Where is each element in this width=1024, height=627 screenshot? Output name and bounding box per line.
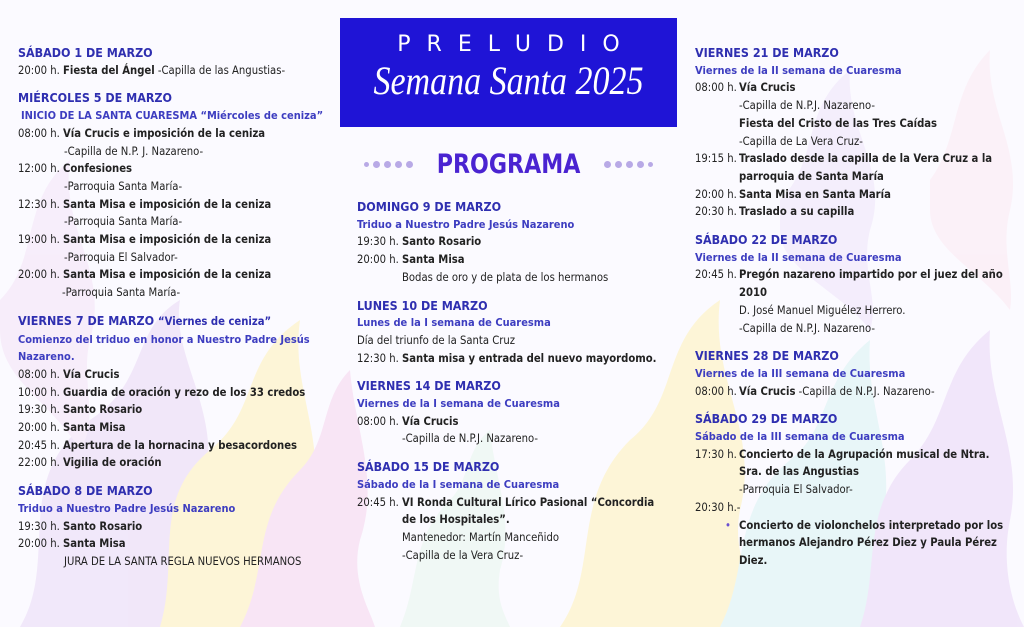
day-heading: VIERNES 28 DE MARZO xyxy=(695,348,839,364)
event-row xyxy=(357,350,662,368)
column-right xyxy=(695,44,1015,580)
event-row xyxy=(18,419,333,437)
event-name: Traslado a su capilla xyxy=(739,205,855,219)
day-section xyxy=(357,458,662,564)
day-subheading xyxy=(18,107,333,125)
event-place: -Capilla de la Vera Cruz- xyxy=(402,548,524,562)
event-row xyxy=(695,150,1015,185)
event-row xyxy=(695,446,1015,481)
day-subheading: Comienzo del triduo en honor a Nuestro Padre Jesús Nazareno. xyxy=(18,332,310,364)
day-heading: SÁBADO 15 DE MARZO xyxy=(357,459,500,475)
event-note: Bodas de oro y de plata de los hermanos xyxy=(402,270,609,284)
event-place: -Capilla de N.P.J. Nazareno- xyxy=(739,321,875,335)
event-row xyxy=(695,203,1015,221)
event-row xyxy=(18,401,333,419)
event-place: -Parroquia El Salvador- xyxy=(64,250,178,264)
event-time: 20:00 h. xyxy=(18,421,60,435)
event-name: Fiesta del Ángel xyxy=(63,63,155,77)
event-row xyxy=(357,494,662,529)
day-subheading: Viernes de la I semana de Cuaresma xyxy=(357,397,560,411)
day-heading: SÁBADO 8 DE MARZO xyxy=(18,483,153,499)
event-row xyxy=(18,366,333,384)
event-time: 20:45 h. xyxy=(695,268,737,282)
bullet-icon: • xyxy=(725,518,731,532)
event-row xyxy=(18,266,333,284)
dots-left-decoration xyxy=(364,161,413,168)
day-section xyxy=(18,44,333,79)
event-name: Santa Misa xyxy=(63,421,126,435)
day-section xyxy=(18,482,333,571)
event-row xyxy=(695,79,1015,97)
event-row xyxy=(695,186,1015,204)
event-row xyxy=(18,62,333,80)
event-row xyxy=(18,437,333,455)
subheading-text: INICIO DE LA SANTA CUARESMA xyxy=(21,109,197,123)
event-time: 20:00 h. xyxy=(18,63,60,77)
event-time: 20:00 h. xyxy=(357,253,399,267)
event-row xyxy=(18,196,333,214)
dots-right-decoration xyxy=(604,161,653,168)
event-name: Fiesta del Cristo de las Tres Caídas xyxy=(739,116,938,130)
event-name: Vigilia de oración xyxy=(63,456,162,470)
event-time: 12:30 h. xyxy=(18,197,60,211)
event-time: 19:30 h. xyxy=(18,519,60,533)
day-subheading: Viernes de la II semana de Cuaresma xyxy=(695,63,902,77)
event-name: Santa Misa xyxy=(63,537,126,551)
event-time: 17:30 h. xyxy=(695,447,737,461)
event-place: -Capilla de N.P. J. Nazareno- xyxy=(64,144,204,158)
day-section xyxy=(357,377,662,448)
programa-heading: PROGRAMA xyxy=(436,148,581,180)
event-name: Santa Misa en Santa María xyxy=(739,187,891,201)
day-heading: VIERNES 14 DE MARZO xyxy=(357,378,501,394)
event-row xyxy=(357,413,662,431)
event-name: Santa Misa xyxy=(402,253,465,267)
event-name: Santa Misa e imposición de la ceniza xyxy=(63,233,272,247)
event-time: 20:30 h.- xyxy=(695,500,741,514)
event-row xyxy=(18,384,333,402)
preludio-heading: PRELUDIO xyxy=(397,32,636,57)
event-time: 20:45 h. xyxy=(18,438,60,452)
event-row xyxy=(18,125,333,143)
event-note: Mantenedor: Martín Manceñido xyxy=(402,530,560,544)
event-time: 12:00 h. xyxy=(18,162,60,176)
day-section xyxy=(18,312,333,472)
day-section xyxy=(357,198,662,287)
event-place: -Capilla de N.P.J. Nazareno- xyxy=(798,384,935,398)
subheading-quote: “Miércoles de ceniza” xyxy=(200,109,324,123)
event-place: -Parroquia Santa María- xyxy=(64,179,183,193)
event-row xyxy=(18,160,333,178)
event-row xyxy=(18,454,333,472)
event-name: Confesiones xyxy=(63,162,133,176)
event-time: 19:15 h. xyxy=(695,152,737,166)
day-subheading: Sábado de la I semana de Cuaresma xyxy=(357,477,560,491)
event-time: 08:00 h. xyxy=(357,414,399,428)
event-time: 12:30 h. xyxy=(357,351,399,365)
event-name: Guardia de oración y rezo de los 33 credos xyxy=(63,385,306,399)
title-banner xyxy=(340,18,677,127)
event-name: Santa Misa e imposición de la ceniza xyxy=(63,268,272,282)
event-time: 22:00 h. xyxy=(18,456,60,470)
event-note: JURA DE LA SANTA REGLA NUEVOS HERMANOS xyxy=(64,554,302,568)
day-section xyxy=(18,89,333,301)
event-place: -Parroquia Santa María- xyxy=(64,215,183,229)
event-name: Santa Misa e imposición de la ceniza xyxy=(63,197,272,211)
day-section xyxy=(357,297,662,368)
event-name: Apertura de la hornacina y besacordones xyxy=(63,438,298,452)
event-title: Semana Santa 2025 xyxy=(373,58,644,103)
event-time: 19:00 h. xyxy=(18,233,60,247)
event-time: 10:00 h. xyxy=(18,385,60,399)
programa-row xyxy=(340,146,677,182)
event-name: Vía Crucis e imposición de la ceniza xyxy=(63,126,266,140)
event-place: -Capilla de N.P.J. Nazareno- xyxy=(739,99,875,113)
day-section xyxy=(695,347,1015,400)
event-row xyxy=(357,233,662,251)
event-place: -Capilla de N.P.J. Nazareno- xyxy=(402,432,538,446)
event-bullet-row xyxy=(695,517,1015,570)
event-name: Concierto de la Agrupación musical de Ntra. Sra. de las Angustias xyxy=(739,447,990,479)
day-heading: SÁBADO 1 DE MARZO xyxy=(18,45,153,60)
event-row xyxy=(18,518,333,536)
event-time: 08:00 h. xyxy=(695,384,737,398)
day-subheading: Triduo a Nuestro Padre Jesús Nazareno xyxy=(18,501,236,515)
event-name: Concierto de violonchelos interpretado por los hermanos Alejandro Pérez Diez y Paula Pérez Diez. xyxy=(739,518,1004,567)
day-heading: SÁBADO 29 DE MARZO xyxy=(695,411,838,427)
column-left xyxy=(18,44,333,581)
day-heading: MIÉRCOLES 5 DE MARZO xyxy=(18,90,172,106)
event-place: -Capilla de las Angustias- xyxy=(157,63,286,77)
event-time: 20:00 h. xyxy=(18,268,60,282)
event-time: 20:00 h. xyxy=(695,187,737,201)
event-name: Santo Rosario xyxy=(63,519,143,533)
event-name: Santo Rosario xyxy=(402,235,482,249)
event-name: Pregón nazareno impartido por el juez del año 2010 xyxy=(739,268,1003,300)
event-name: Vía Crucis xyxy=(739,384,796,398)
event-note: D. José Manuel Miguélez Herrero. xyxy=(739,303,906,317)
event-row xyxy=(18,535,333,553)
event-time: 20:30 h. xyxy=(695,205,737,219)
event-row xyxy=(18,231,333,249)
event-time: 19:30 h. xyxy=(18,403,60,417)
day-subheading: Triduo a Nuestro Padre Jesús Nazareno xyxy=(357,217,575,231)
event-name: Traslado desde la capilla de la Vera Cruz a la parroquia de Santa María xyxy=(739,152,993,183)
event-time: 08:00 h. xyxy=(18,126,60,140)
event-name: Vía Crucis xyxy=(739,81,796,95)
event-row xyxy=(695,266,1015,301)
day-heading: DOMINGO 9 DE MARZO xyxy=(357,199,502,214)
event-time: 19:30 h. xyxy=(357,235,399,249)
day-section xyxy=(695,44,1015,221)
event-time: 20:00 h. xyxy=(18,537,60,551)
day-section xyxy=(695,231,1015,337)
day-subheading: Viernes de la II semana de Cuaresma xyxy=(695,250,902,264)
day-heading-quote: “Viernes de ceniza” xyxy=(157,314,272,328)
event-name: Vía Crucis xyxy=(402,414,459,428)
event-row xyxy=(695,383,1015,401)
event-time: 20:45 h. xyxy=(357,495,399,509)
day-subheading: Lunes de la I semana de Cuaresma xyxy=(357,316,551,330)
event-row xyxy=(357,251,662,269)
event-time: 08:00 h. xyxy=(695,81,737,95)
day-heading xyxy=(18,312,333,331)
day-subheading: Viernes de la III semana de Cuaresma xyxy=(695,366,906,380)
event-name: Santa misa y entrada del nuevo mayordomo. xyxy=(402,351,657,365)
day-heading: SÁBADO 22 DE MARZO xyxy=(695,232,838,248)
day-section xyxy=(695,410,1015,569)
day-heading: VIERNES 21 DE MARZO xyxy=(695,45,839,60)
event-name: Santo Rosario xyxy=(63,403,143,417)
column-center xyxy=(357,198,662,574)
day-subheading: Sábado de la III semana de Cuaresma xyxy=(695,430,905,444)
event-place: -Parroquia El Salvador- xyxy=(739,483,853,497)
day-heading-text: VIERNES 7 DE MARZO xyxy=(18,312,155,328)
event-name: Vía Crucis xyxy=(63,367,120,381)
day-heading: LUNES 10 DE MARZO xyxy=(357,297,488,313)
event-time: 08:00 h. xyxy=(18,367,60,381)
event-place: -Capilla de La Vera Cruz- xyxy=(739,134,863,148)
event-name: VI Ronda Cultural Lírico Pasional “Concordia de los Hospitales”. xyxy=(402,495,655,527)
day-note: Día del triunfo de la Santa Cruz xyxy=(357,333,516,347)
event-place: -Parroquia Santa María- xyxy=(62,286,181,300)
